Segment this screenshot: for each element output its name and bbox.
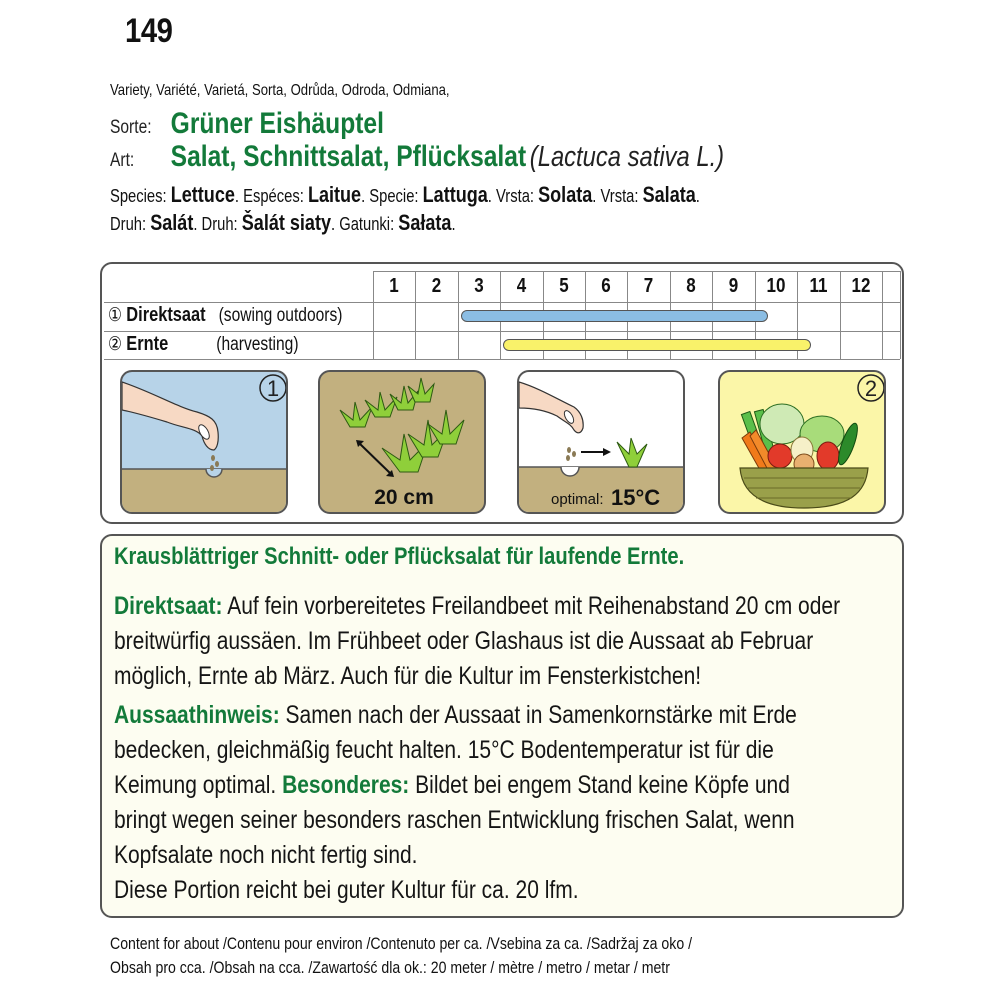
month-header: 2 — [431, 275, 442, 297]
grid-line — [373, 271, 374, 359]
grid-line — [104, 359, 900, 360]
sorte-label: Sorte: — [110, 117, 152, 138]
species-label: Specie: — [369, 186, 419, 206]
grid-line — [900, 271, 901, 359]
row-title: Ernte — [126, 333, 169, 355]
sowing-pictogram — [120, 370, 288, 514]
grid-line — [882, 271, 883, 359]
grid-line — [458, 271, 459, 359]
text: Samen nach der Aussaat in Samenkornstärke mit Erde — [279, 701, 797, 729]
month-header: 12 — [851, 275, 871, 297]
tagline: Krausblättriger Schnitt- oder Pflücksalat für laufende Ernte. — [114, 543, 685, 570]
hinweis-paragraph-line: bedecken, gleichmäßig feucht halten. 15°C Bodentemperatur ist für die — [114, 736, 774, 764]
row-label-ernte — [108, 333, 299, 356]
month-header: 11 — [809, 275, 828, 297]
month-header: 7 — [643, 275, 654, 297]
text: Keimung optimal. — [114, 771, 283, 799]
harvest-period-bar — [503, 339, 811, 351]
direktsaat-paragraph-line — [114, 592, 840, 621]
grid-line — [104, 302, 900, 303]
hand-sowing-icon — [122, 372, 288, 514]
species-value: Laitue — [307, 182, 362, 207]
aussaathinweis-label: Aussaathinweis: — [114, 701, 280, 729]
temp-caption-value: 15°C — [611, 485, 661, 510]
month-header: 1 — [389, 275, 399, 297]
month-header: 4 — [516, 275, 527, 297]
germination-pictogram — [517, 370, 685, 514]
harvest-pictogram — [718, 370, 886, 514]
species-value: Salata — [642, 182, 696, 207]
species-translations: Species: Lettuce. Espéces: Laitue. Specie: Lattuga. Vrsta: Solata. Vrsta: Salata. — [110, 182, 700, 207]
hinweis-paragraph-line — [114, 771, 790, 800]
art-label: Art: — [110, 150, 135, 171]
vegetable-basket-icon — [720, 372, 886, 514]
row-title: Direktsaat — [126, 304, 206, 326]
spacing-caption: 20 cm — [374, 486, 434, 509]
month-header: 6 — [601, 275, 611, 297]
month-header: 10 — [766, 275, 786, 297]
month-header: 3 — [474, 275, 484, 297]
svg-text:1: 1 — [266, 376, 280, 401]
species-value: Salát — [150, 210, 194, 235]
species-row — [110, 140, 724, 174]
packet-number: 149 — [125, 12, 173, 50]
variety-languages: Variety, Variété, Varietá, Sorta, Odrůda, Odroda, Odmiana, — [110, 82, 450, 99]
grid-line — [840, 271, 841, 359]
germination-icon — [519, 372, 685, 514]
besonderes-paragraph-line: Kopfsalate noch nicht fertig sind. — [114, 841, 418, 869]
row-label-direktsaat — [108, 304, 342, 327]
row-number: ① — [108, 305, 122, 326]
grid-line — [104, 331, 900, 332]
direktsaat-label: Direktsaat: — [114, 592, 223, 620]
direktsaat-paragraph-line: möglich, Ernte ab März. Auch für die Kultur im Fensterkistchen! — [114, 662, 702, 690]
month-header: 8 — [686, 275, 696, 297]
grid-line — [415, 271, 416, 359]
month-header: 9 — [728, 275, 739, 297]
content-amount-line-2: Obsah pro cca. /Obsah na cca. /Zawartość dla ok.: 20 meter / mètre / metro / metar / metr — [110, 958, 670, 977]
text: Auf fein vorbereitetes Freilandbeet mit Reihenabstand 20 cm oder — [222, 592, 841, 620]
besonderes-label: Besonderes: — [282, 771, 410, 799]
species-value: Lattuga — [422, 182, 488, 207]
seedlings-icon — [320, 372, 486, 514]
variety-name: Grüner Eishäuptel — [170, 107, 384, 140]
row-subtitle: (sowing outdoors) — [218, 305, 343, 326]
species-translations-2: Druh: Salát. Druh: Šalát siaty. Gatunki: Sałata. — [110, 210, 456, 235]
species-label: Gatunki: — [339, 214, 395, 234]
species-label: Espéces: — [243, 186, 304, 206]
latin-name: (Lactuca sativa L.) — [529, 141, 725, 173]
month-header: 5 — [559, 275, 569, 297]
row-subtitle: (harvesting) — [216, 334, 299, 355]
species-value: Sałata — [398, 210, 452, 235]
row-spacing-pictogram — [318, 370, 486, 514]
direktsaat-paragraph-line: breitwürfig aussäen. Im Frühbeet oder Glashaus ist die Aussaat ab Februar — [114, 627, 814, 655]
text: Bildet bei engem Stand keine Köpfe und — [409, 771, 790, 799]
species-label: Druh: — [201, 214, 238, 234]
content-amount-line-1: Content for about /Contenu pour environ /Contenuto per ca. /Vsebina za ca. /Sadržaj za oko / — [110, 934, 693, 953]
species-value: Šalát siaty — [241, 210, 332, 235]
species-value: Lettuce — [170, 182, 235, 207]
variety-row — [110, 107, 384, 141]
species-label: Vrsta: — [600, 186, 639, 206]
species-label: Species: — [110, 186, 167, 206]
temp-caption-label: optimal: — [551, 491, 604, 508]
row-number: ② — [108, 334, 122, 355]
svg-text:2: 2 — [864, 376, 878, 401]
species-value: Solata — [538, 182, 593, 207]
sowing-period-bar — [461, 310, 768, 322]
portion-note: Diese Portion reicht bei guter Kultur für ca. 20 lfm. — [114, 876, 579, 904]
species-label: Vrsta: — [496, 186, 535, 206]
hinweis-paragraph-line — [114, 701, 797, 730]
besonderes-paragraph-line: bringt wegen seiner besonders raschen Entwicklung frischen Salat, wenn — [114, 806, 795, 834]
species-label: Druh: — [110, 214, 147, 234]
species-name: Salat, Schnittsalat, Pflücksalat — [170, 140, 527, 173]
